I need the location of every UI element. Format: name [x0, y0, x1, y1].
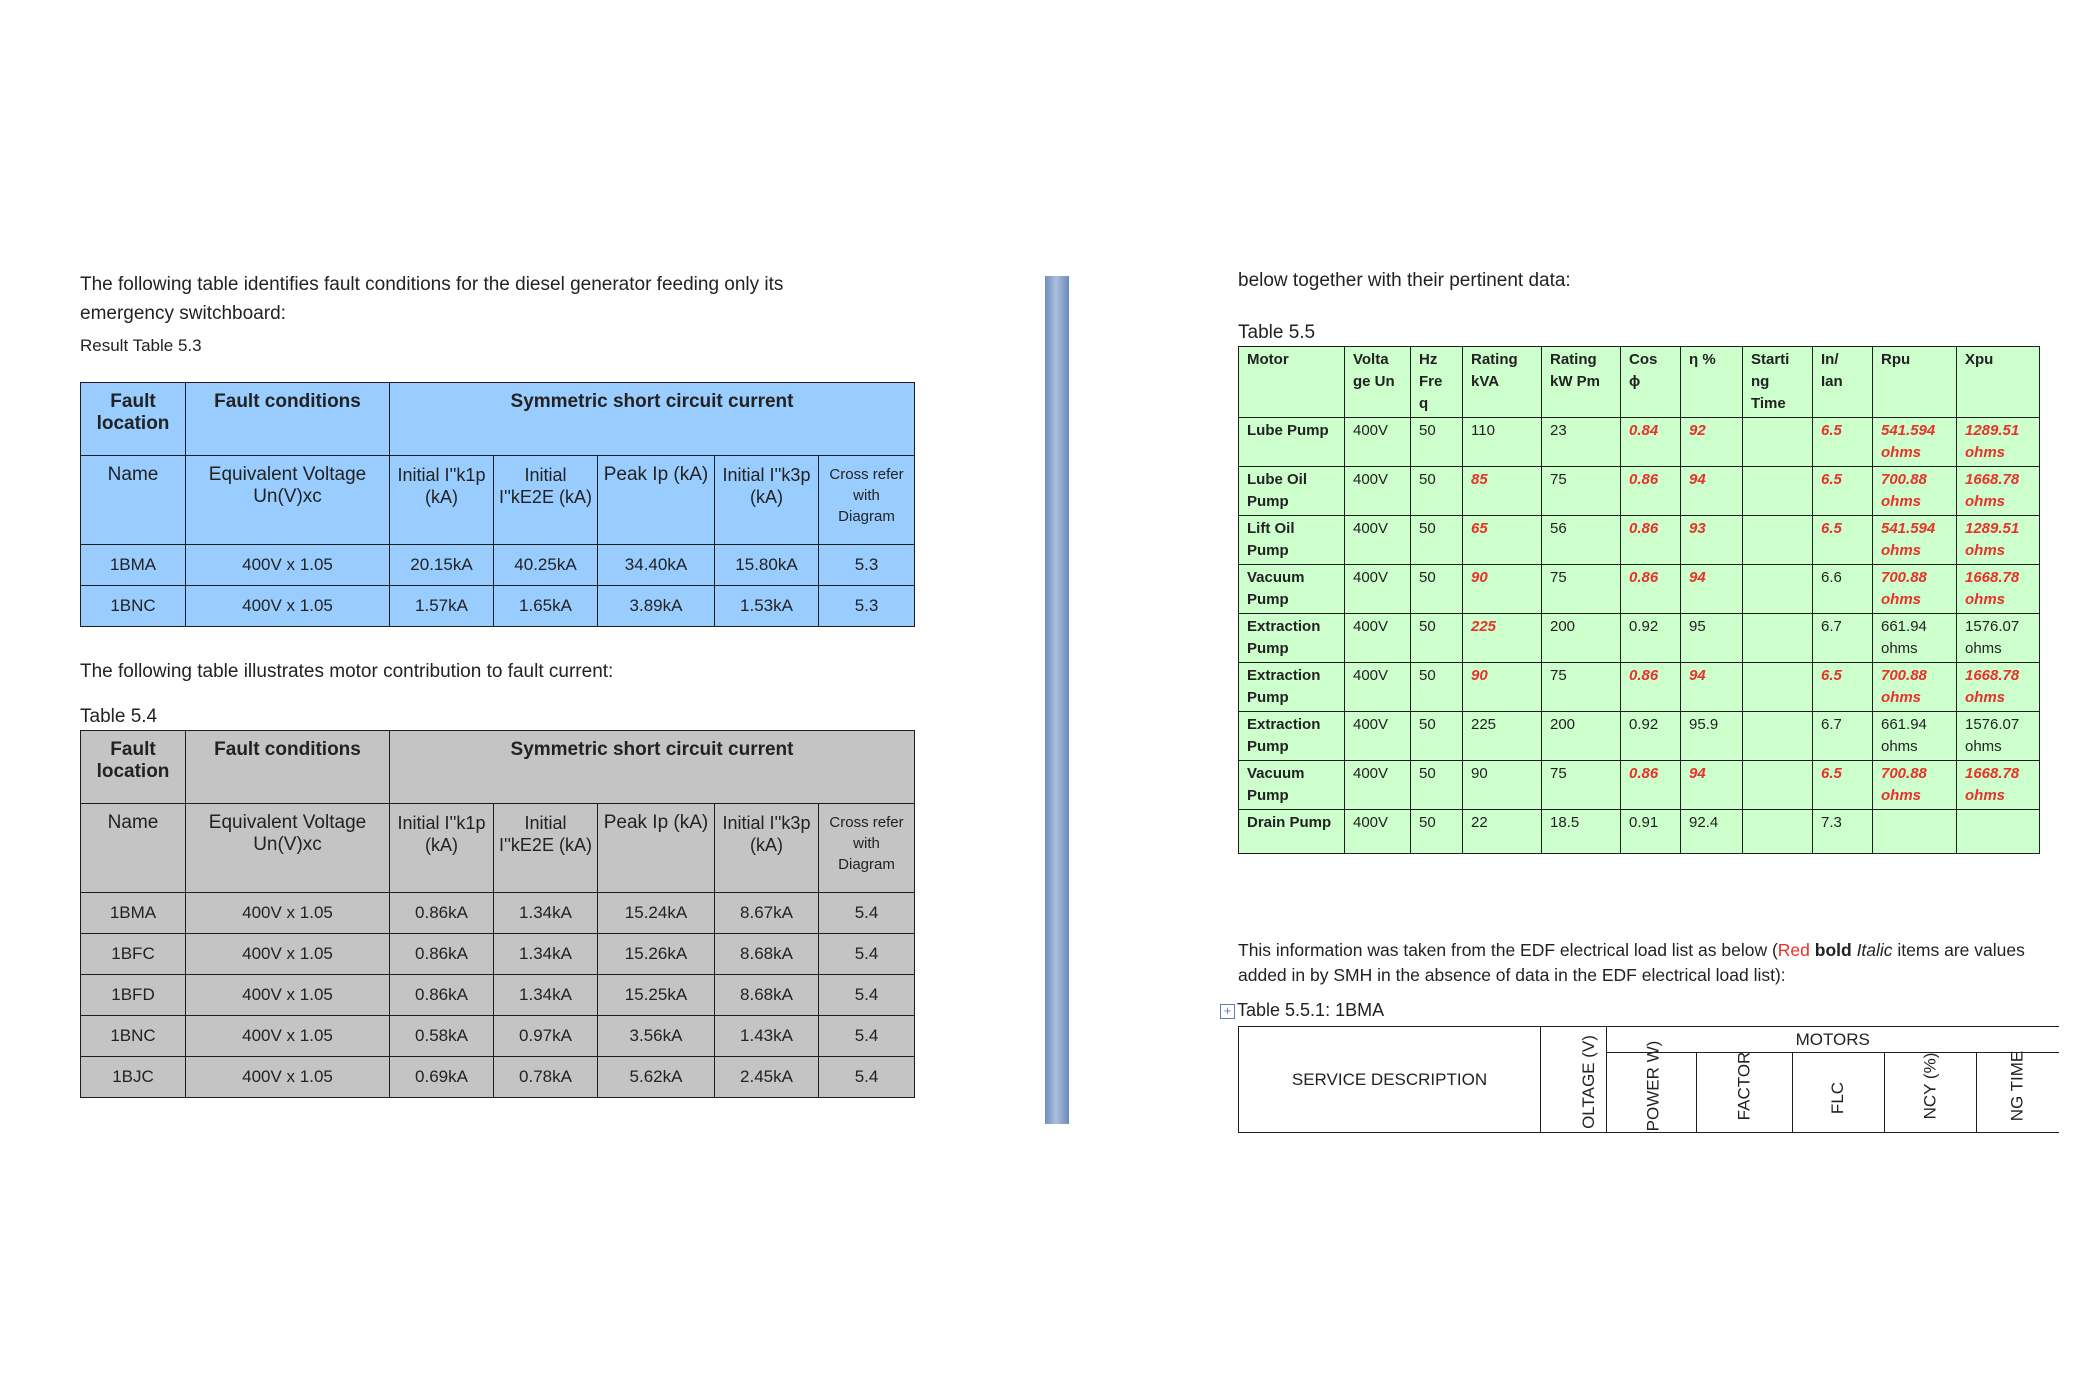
table-cell: 5.3 [819, 545, 915, 586]
motor-cell: 95.9 [1681, 712, 1743, 761]
table-cell: 5.4 [819, 1016, 915, 1057]
motor-cell: 95 [1681, 614, 1743, 663]
motor-cell: 94 [1681, 663, 1743, 712]
motor-name: Vacuum Pump [1239, 565, 1345, 614]
table-cell: 1BNC [81, 586, 186, 627]
motor-cell: 400V [1345, 516, 1411, 565]
motor-cell: 700.88 ohms [1873, 467, 1957, 516]
subheader-k3p: Initial I''k3p (kA) [715, 804, 819, 893]
motor-header-cell: Rating kVA [1463, 347, 1542, 418]
motor-cell: 400V [1345, 467, 1411, 516]
motor-name: Drain Pump [1239, 810, 1345, 854]
subheader-ke2e: Initial I''kE2E (kA) [494, 456, 598, 545]
motor-cell: 0.86 [1621, 565, 1681, 614]
motor-cell: 6.5 [1813, 418, 1873, 467]
info-red: Red [1777, 940, 1810, 960]
table-cell: 400V x 1.05 [186, 586, 390, 627]
motor-cell: 50 [1411, 418, 1463, 467]
motor-cell: 400V [1345, 761, 1411, 810]
motor-header-cell: Hz Fre q [1411, 347, 1463, 418]
table-cell: 20.15kA [390, 545, 494, 586]
table-cell: 0.78kA [494, 1057, 598, 1098]
motor-cell: 92.4 [1681, 810, 1743, 854]
motor-cell [1743, 516, 1813, 565]
motor-cell: 700.88 ohms [1873, 565, 1957, 614]
motor-cell [1743, 418, 1813, 467]
table-cell: 0.86kA [390, 893, 494, 934]
motor-row [1239, 810, 2040, 854]
motor-header-cell: In/ Ian [1813, 347, 1873, 418]
table-row [81, 893, 915, 934]
table-cell: 1BFD [81, 975, 186, 1016]
load-header-motors: MOTORS [1607, 1027, 2059, 1053]
table-5-5-1 [1238, 1026, 2059, 1133]
motor-cell: 0.86 [1621, 663, 1681, 712]
header-symmetric: Symmetric short circuit current [390, 731, 915, 804]
table-cell: 5.4 [819, 934, 915, 975]
motor-cell: 94 [1681, 761, 1743, 810]
motor-cell: 0.84 [1621, 418, 1681, 467]
motor-cell [1957, 810, 2040, 854]
motor-cell [1743, 761, 1813, 810]
subheader-name: Name [81, 804, 186, 893]
motor-row [1239, 516, 2040, 565]
motor-cell: 75 [1542, 565, 1621, 614]
table-cell: 15.26kA [598, 934, 715, 975]
motor-name: Extraction Pump [1239, 712, 1345, 761]
motor-header-cell: Starti ng Time [1743, 347, 1813, 418]
table-cell: 2.45kA [715, 1057, 819, 1098]
motor-cell: 400V [1345, 565, 1411, 614]
motor-cell: 6.7 [1813, 614, 1873, 663]
subheader-peak: Peak Ip (kA) [598, 456, 715, 545]
intro-paragraph: The following table identifies fault conditions for the diesel generator feeding only its emergency switchboard: [80, 274, 784, 324]
motor-header-cell: Xpu [1957, 347, 2040, 418]
table-cell: 400V x 1.05 [186, 975, 390, 1016]
table-5-5-1-caption [1220, 1000, 1384, 1021]
subheader-k3p: Initial I''k3p (kA) [715, 456, 819, 545]
table-row [81, 1057, 915, 1098]
motor-cell: 541.594 ohms [1873, 418, 1957, 467]
load-header-power: POWER W) [1607, 1053, 1697, 1133]
motor-cell: 50 [1411, 565, 1463, 614]
table-cell: 15.25kA [598, 975, 715, 1016]
table-cell: 1BMA [81, 545, 186, 586]
motor-cell [1873, 810, 1957, 854]
motor-cell [1743, 467, 1813, 516]
motor-cell: 50 [1411, 712, 1463, 761]
motor-cell: 1289.51 ohms [1957, 516, 2040, 565]
motor-cell: 23 [1542, 418, 1621, 467]
table-cell: 1BMA [81, 893, 186, 934]
subheader-name: Name [81, 456, 186, 545]
table-5-5-1-title: Table 5.5.1: 1BMA [1237, 1000, 1385, 1020]
info-bold: bold [1809, 940, 1857, 960]
motor-cell: 1668.78 ohms [1957, 565, 2040, 614]
motor-cell: 50 [1411, 516, 1463, 565]
motor-cell: 0.86 [1621, 761, 1681, 810]
load-header-service: SERVICE DESCRIPTION [1239, 1027, 1541, 1133]
motor-cell: 225 [1463, 614, 1542, 663]
motor-cell [1743, 712, 1813, 761]
table-cell: 1.53kA [715, 586, 819, 627]
subheader-voltage: Equivalent Voltage Un(V)xc [186, 804, 390, 893]
motor-cell: 661.94 ohms [1873, 712, 1957, 761]
motor-name: Lift Oil Pump [1239, 516, 1345, 565]
subheader-peak: Peak Ip (kA) [598, 804, 715, 893]
table-cell: 400V x 1.05 [186, 545, 390, 586]
motor-name: Extraction Pump [1239, 614, 1345, 663]
table-cell: 5.4 [819, 975, 915, 1016]
table-cell: 1.34kA [494, 934, 598, 975]
motor-cell: 200 [1542, 614, 1621, 663]
motor-header-cell: Rpu [1873, 347, 1957, 418]
load-header-voltage: OLTAGE (V) [1541, 1027, 1607, 1133]
motor-name: Vacuum Pump [1239, 761, 1345, 810]
motor-header-cell: Motor [1239, 347, 1345, 418]
motor-cell: 50 [1411, 810, 1463, 854]
table-cell: 40.25kA [494, 545, 598, 586]
table-cell: 400V x 1.05 [186, 1016, 390, 1057]
motor-cell: 661.94 ohms [1873, 614, 1957, 663]
motor-cell: 0.91 [1621, 810, 1681, 854]
motor-row [1239, 614, 2040, 663]
table-cell: 1BNC [81, 1016, 186, 1057]
table-5-3 [80, 382, 915, 627]
motor-cell: 92 [1681, 418, 1743, 467]
motor-intro: The following table illustrates motor contribution to fault current: [80, 661, 614, 682]
motor-cell: 400V [1345, 614, 1411, 663]
header-fault-location: Fault location [81, 731, 186, 804]
motor-row [1239, 663, 2040, 712]
motor-cell: 6.5 [1813, 516, 1873, 565]
subheader-k1p: Initial I''k1p (kA) [390, 456, 494, 545]
motor-cell: 6.6 [1813, 565, 1873, 614]
motor-cell: 94 [1681, 467, 1743, 516]
motor-cell: 50 [1411, 663, 1463, 712]
right-page [1223, 270, 2038, 1132]
table-cell: 1.65kA [494, 586, 598, 627]
motor-cell: 400V [1345, 418, 1411, 467]
table-row [81, 975, 915, 1016]
table-cell: 3.56kA [598, 1016, 715, 1057]
load-header-efficiency: NCY (%) [1885, 1053, 1977, 1133]
header-fault-conditions: Fault conditions [186, 383, 390, 456]
header-fault-location: Fault location [81, 383, 186, 456]
table-cell: 0.58kA [390, 1016, 494, 1057]
motor-cell: 0.86 [1621, 516, 1681, 565]
table-cell: 5.4 [819, 893, 915, 934]
table-cell: 0.86kA [390, 934, 494, 975]
table-cell: 15.80kA [715, 545, 819, 586]
motor-cell: 22 [1463, 810, 1542, 854]
table-row [81, 545, 915, 586]
motor-cell: 50 [1411, 467, 1463, 516]
motor-cell [1743, 810, 1813, 854]
table-cell: 34.40kA [598, 545, 715, 586]
table-5-5-caption: Table 5.5 [1238, 322, 1316, 343]
table-cell: 400V x 1.05 [186, 934, 390, 975]
table-cell: 15.24kA [598, 893, 715, 934]
motor-cell: 700.88 ohms [1873, 663, 1957, 712]
table-cell: 5.4 [819, 1057, 915, 1098]
motor-cell: 94 [1681, 565, 1743, 614]
subheader-cross: Cross refer with Diagram [819, 456, 915, 545]
motor-header-cell: η % [1681, 347, 1743, 418]
motor-cell: 1668.78 ohms [1957, 761, 2040, 810]
table-cell: 1BJC [81, 1057, 186, 1098]
motor-cell: 0.92 [1621, 712, 1681, 761]
load-header-flc: FLC [1793, 1053, 1885, 1133]
motor-header-cell: Volta ge Un [1345, 347, 1411, 418]
motor-cell [1743, 614, 1813, 663]
motor-cell: 90 [1463, 761, 1542, 810]
table-row [81, 934, 915, 975]
motor-cell: 6.5 [1813, 467, 1873, 516]
table-cell: 1.43kA [715, 1016, 819, 1057]
table-cell: 5.3 [819, 586, 915, 627]
motor-cell: 1289.51 ohms [1957, 418, 2040, 467]
motor-header-cell: Rating kW Pm [1542, 347, 1621, 418]
motor-cell: 0.92 [1621, 614, 1681, 663]
subheader-cross: Cross refer with Diagram [819, 804, 915, 893]
motor-header-row [1239, 347, 2040, 418]
motor-cell [1743, 663, 1813, 712]
table-row [81, 586, 915, 627]
motor-cell: 541.594 ohms [1873, 516, 1957, 565]
motor-cell: 6.5 [1813, 761, 1873, 810]
table-row [81, 1016, 915, 1057]
motor-cell: 1668.78 ohms [1957, 467, 2040, 516]
motor-cell: 6.5 [1813, 663, 1873, 712]
motor-cell: 1576.07 ohms [1957, 712, 2040, 761]
info-part1: This information was taken from the EDF electrical load list as below ( [1238, 940, 1778, 960]
table-cell: 3.89kA [598, 586, 715, 627]
motor-row [1239, 467, 2040, 516]
motor-cell: 400V [1345, 712, 1411, 761]
table-cell: 1.34kA [494, 975, 598, 1016]
table-5-4-caption: Table 5.4 [80, 706, 158, 727]
result-table-caption: Result Table 5.3 [80, 336, 202, 355]
motor-cell: 200 [1542, 712, 1621, 761]
subheader-voltage: Equivalent Voltage Un(V)xc [186, 456, 390, 545]
left-page [80, 270, 960, 1098]
table-cell: 1.57kA [390, 586, 494, 627]
table-cell: 0.86kA [390, 975, 494, 1016]
motor-cell: 65 [1463, 516, 1542, 565]
table-cell: 0.97kA [494, 1016, 598, 1057]
motor-row [1239, 565, 2040, 614]
table-cell: 5.62kA [598, 1057, 715, 1098]
motor-row [1239, 761, 2040, 810]
motor-name: Lube Oil Pump [1239, 467, 1345, 516]
motor-row [1239, 712, 2040, 761]
motor-cell: 75 [1542, 663, 1621, 712]
load-header-factor: FACTOR [1697, 1053, 1793, 1133]
motor-name: Extraction Pump [1239, 663, 1345, 712]
motor-cell: 75 [1542, 761, 1621, 810]
subheader-ke2e: Initial I''kE2E (kA) [494, 804, 598, 893]
motor-cell: 110 [1463, 418, 1542, 467]
motor-cell: 225 [1463, 712, 1542, 761]
motor-cell: 50 [1411, 614, 1463, 663]
right-intro: below together with their pertinent data: [1238, 270, 1571, 291]
motor-cell [1743, 565, 1813, 614]
table-cell: 8.68kA [715, 975, 819, 1016]
motor-cell: 85 [1463, 467, 1542, 516]
table-cell: 400V x 1.05 [186, 1057, 390, 1098]
motor-cell: 6.7 [1813, 712, 1873, 761]
motor-header-cell: Cos ϕ [1621, 347, 1681, 418]
motor-cell: 1576.07 ohms [1957, 614, 2040, 663]
motor-cell: 75 [1542, 467, 1621, 516]
motor-cell: 400V [1345, 810, 1411, 854]
motor-cell: 56 [1542, 516, 1621, 565]
motor-cell: 93 [1681, 516, 1743, 565]
table-cell: 8.67kA [715, 893, 819, 934]
motor-cell: 50 [1411, 761, 1463, 810]
motor-name: Lube Pump [1239, 418, 1345, 467]
motor-cell: 7.3 [1813, 810, 1873, 854]
table-cell: 1BFC [81, 934, 186, 975]
table-cell: 1.34kA [494, 893, 598, 934]
info-paragraph [1238, 938, 2038, 988]
motor-cell: 700.88 ohms [1873, 761, 1957, 810]
header-symmetric: Symmetric short circuit current [390, 383, 915, 456]
subheader-k1p: Initial I''k1p (kA) [390, 804, 494, 893]
motor-cell: 18.5 [1542, 810, 1621, 854]
expand-icon[interactable]: + [1220, 1004, 1235, 1019]
motor-cell: 90 [1463, 565, 1542, 614]
table-cell: 400V x 1.05 [186, 893, 390, 934]
table-5-4 [80, 730, 915, 1098]
info-part2: items are values added in by SMH in the absence of data in the EDF electrical load list): [1238, 940, 2025, 985]
table-5-5 [1238, 346, 2040, 854]
page-divider [1045, 276, 1069, 1124]
load-header-time: NG TIME [1977, 1053, 2059, 1133]
motor-cell: 1668.78 ohms [1957, 663, 2040, 712]
header-fault-conditions: Fault conditions [186, 731, 390, 804]
table-cell: 0.69kA [390, 1057, 494, 1098]
motor-row [1239, 418, 2040, 467]
table-cell: 8.68kA [715, 934, 819, 975]
info-italic: Italic [1856, 940, 1893, 960]
motor-cell: 0.86 [1621, 467, 1681, 516]
motor-cell: 400V [1345, 663, 1411, 712]
motor-cell: 90 [1463, 663, 1542, 712]
